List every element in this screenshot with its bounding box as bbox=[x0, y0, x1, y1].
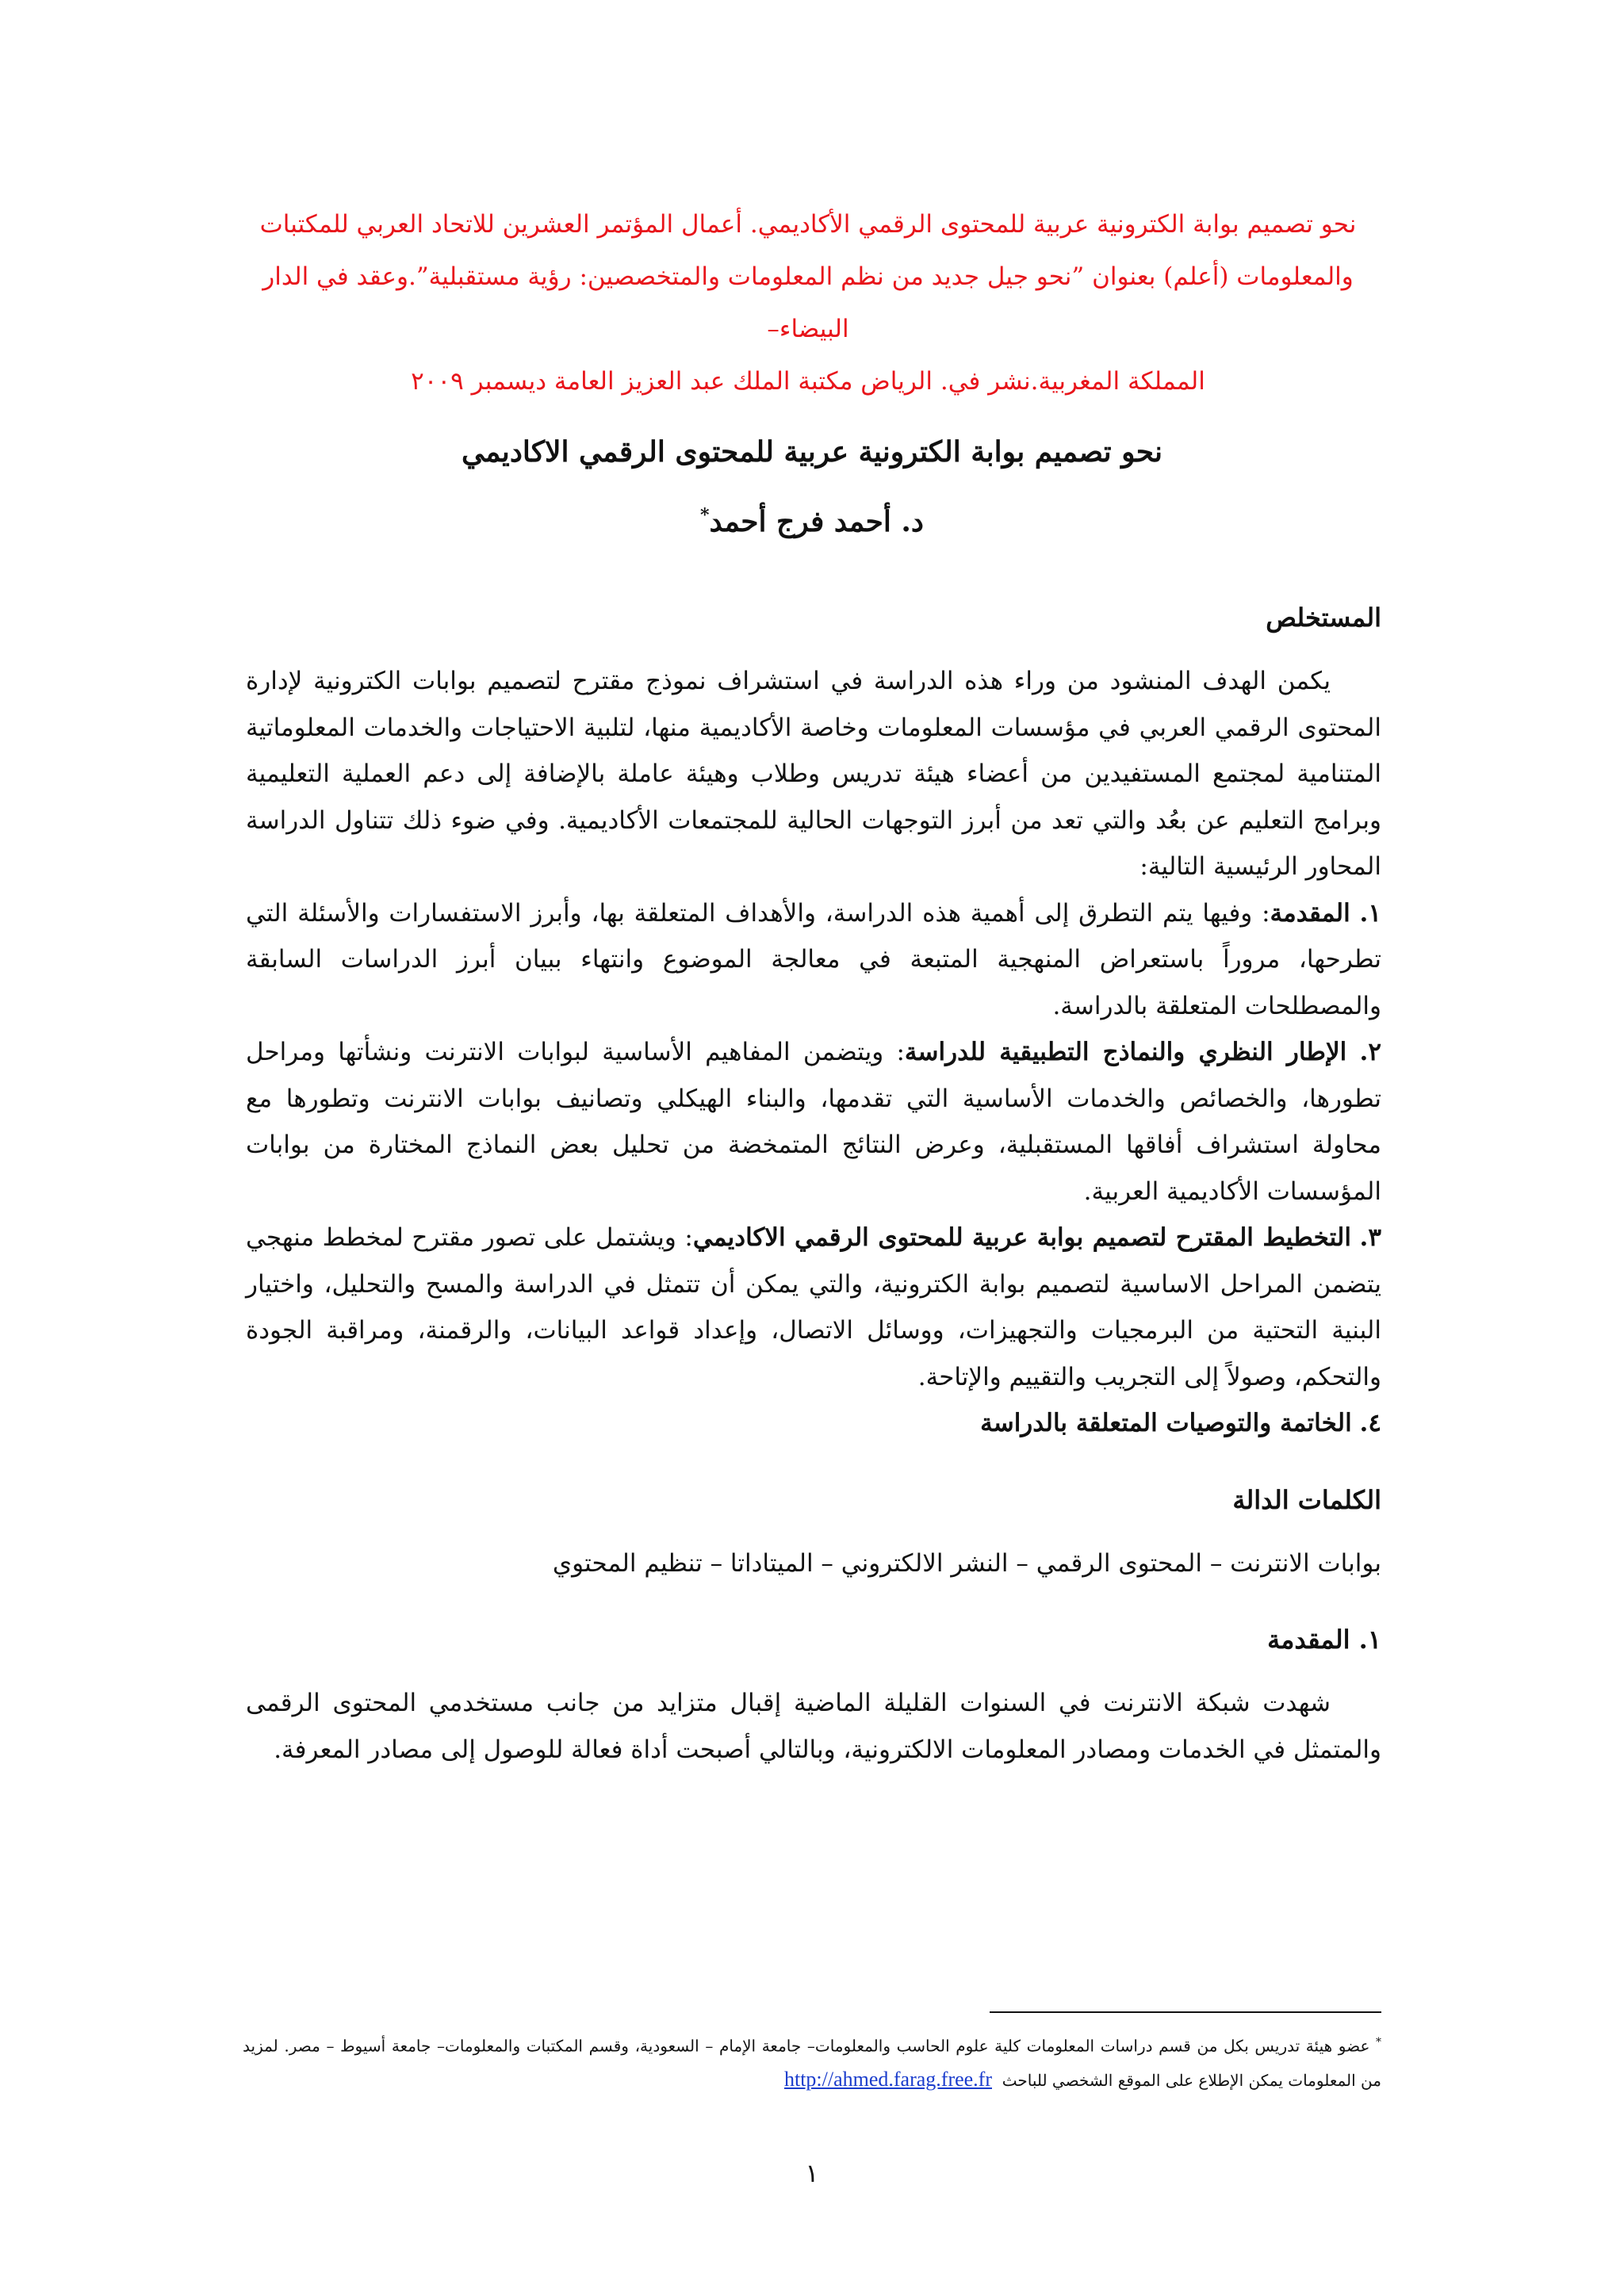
item-2-number: ٢. bbox=[1359, 1038, 1381, 1066]
abstract-item-1 bbox=[246, 890, 1381, 1030]
author-website-link[interactable]: http://ahmed.farag.free.fr bbox=[783, 2067, 992, 2091]
item-3-number: ٣. bbox=[1359, 1223, 1381, 1252]
footnote-mark: * bbox=[1376, 2036, 1381, 2049]
item-1-text: : وفيها يتم التطرق إلى أهمية هذه الدراسة، والأهداف المتعلقة بها، وأبرز الاستفسارات والأسئلة التي تطرحها، مروراً باستعراض المنهجية المتبعة في معالجة الموضوع وانتهاء ببيان أبرز الدراسات السابقة والمصطلحات المتعلقة بالدراسة. bbox=[246, 898, 1381, 1020]
spacer bbox=[246, 1523, 1381, 1540]
footnote-text bbox=[243, 2026, 1381, 2097]
abstract-heading: المستخلص bbox=[1266, 603, 1381, 633]
item-1-number: ١. bbox=[1359, 898, 1381, 928]
spacer bbox=[246, 1663, 1381, 1680]
citation-line-2: والمعلومات (أعلم) بعنوان ”نحو جيل جديد من نظم المعلومات والمتخصصين: رؤية مستقبلية”.وعقد في الدار البيضاء– bbox=[262, 262, 1354, 343]
item-2-title: الإطار النظري والنماذج التطبيقية للدراسة bbox=[904, 1038, 1347, 1066]
item-3-text: : ويشتمل على تصور مقترح لمخطط منهجي يتضمن المراحل الاساسية لتصميم بوابة الكترونية، والتي يمكن أن تتمثل في الدراسة والمسح والتحليل، واختيار البنية التحتية من البرمجيات والتجهيزات، ووسائل الاتصال، وإعداد قواعد البيانات، والرقمنة، ومراقبة الجودة والتحكم، وصولاً إلى التجريب والتقييم والإتاحة. bbox=[246, 1223, 1381, 1391]
main-content bbox=[246, 595, 1381, 1773]
abstract-item-4 bbox=[246, 1400, 1381, 1447]
keywords-text: بوابات الانترنت – المحتوى الرقمي – النشر الالكتروني – الميتاداتا – تنظيم المحتوي bbox=[552, 1548, 1381, 1578]
abstract-intro: يكمن الهدف المنشود من وراء هذه الدراسة في استشراف نموذج مقترح لتصميم بوابات الكترونية لإدارة المحتوى الرقمي العربي في مؤسسات المعلومات وخاصة الأكاديمية منها، لتلبية الاحتياجات والخدمات المعلوماتية المتنامية لمجتمع المستفيدين من أعضاء هيئة تدريس وطلاب وهيئة عاملة بالإضافة إلى دعم العملية التعليمية وبرامج التعليم عن بعُد والتي تعد من أبرز التوجهات الحالية للمجتمعات الأكاديمية. وفي ضوء ذلك تتناول الدراسة المحاور الرئيسية التالية: bbox=[246, 667, 1381, 881]
keywords-heading: الكلمات الدالة bbox=[1232, 1484, 1381, 1515]
item-1-title: المقدمة bbox=[1270, 898, 1350, 928]
footnote bbox=[243, 2026, 1381, 2097]
spacer bbox=[246, 641, 1381, 658]
footnote-body: عضو هيئة تدريس بكل من قسم دراسات المعلومات كلية علوم الحاسب والمعلومات– جامعة الإمام – السعودية، وقسم المكتبات والمعلومات– جامعة أسيوط – مصر. لمزيد من المعلومات يمكن الإطلاع على الموقع الشخصي للباحث bbox=[243, 2036, 1381, 2090]
paper-title: نحو تصميم بوابة الكترونية عربية للمحتوى الرقمي الاكاديمي bbox=[461, 435, 1163, 469]
item-3-title: التخطيط المقترح لتصميم بوابة عربية للمحتوى الرقمي الاكاديمي bbox=[692, 1223, 1351, 1252]
author-footnote-mark[interactable]: * bbox=[700, 505, 710, 526]
page-number: ١ bbox=[805, 2158, 819, 2188]
citation-block bbox=[238, 198, 1378, 408]
introduction-text: شهدت شبكة الانترنت في السنوات القليلة الماضية إقبال متزايد من جانب مستخدمي المحتوى الرقمى والمتمثل في الخدمات ومصادر المعلومات الالكترونية، وبالتالي أصبحت أداة فعالة للوصول إلى مصادر المعرفة. bbox=[246, 1689, 1381, 1764]
author-name: د. أحمد فرج أحمد bbox=[709, 505, 924, 538]
introduction-heading: ١. المقدمة bbox=[1267, 1624, 1381, 1655]
citation-line-3: المملكة المغربية.نشر في. الرياض مكتبة الملك عبد العزيز العامة ديسمبر ٢٠٠٩ bbox=[411, 367, 1205, 396]
author-line bbox=[238, 484, 1386, 553]
title-block bbox=[238, 420, 1386, 553]
item-4-title: الخاتمة والتوصيات المتعلقة بالدراسة bbox=[980, 1409, 1352, 1437]
item-4-number: ٤. bbox=[1359, 1409, 1381, 1437]
spacer bbox=[246, 1447, 1381, 1477]
footnote-separator bbox=[990, 2011, 1381, 2013]
abstract-item-3 bbox=[246, 1215, 1381, 1400]
item-2-text: : ويتضمن المفاهيم الأساسية لبوابات الانترنت ونشأتها ومراحل تطورها، والخصائص والخدمات الأساسية التي تقدمها، والبناء الهيكلي وتصانيف بوابات الانترنت وتطورها مع محاولة استشراف أفاقها المستقبلية، وعرض النتائج المتمخضة من تحليل بعض النماذج المختارة من بوابات المؤسسات الأكاديمية العربية. bbox=[246, 1038, 1381, 1206]
citation-line-1: نحو تصميم بوابة الكترونية عربية للمحتوى الرقمي الأكاديمي. أعمال المؤتمر العشرين للاتحاد العربي للمكتبات bbox=[259, 210, 1357, 239]
spacer bbox=[246, 1586, 1381, 1617]
abstract-item-2 bbox=[246, 1029, 1381, 1215]
